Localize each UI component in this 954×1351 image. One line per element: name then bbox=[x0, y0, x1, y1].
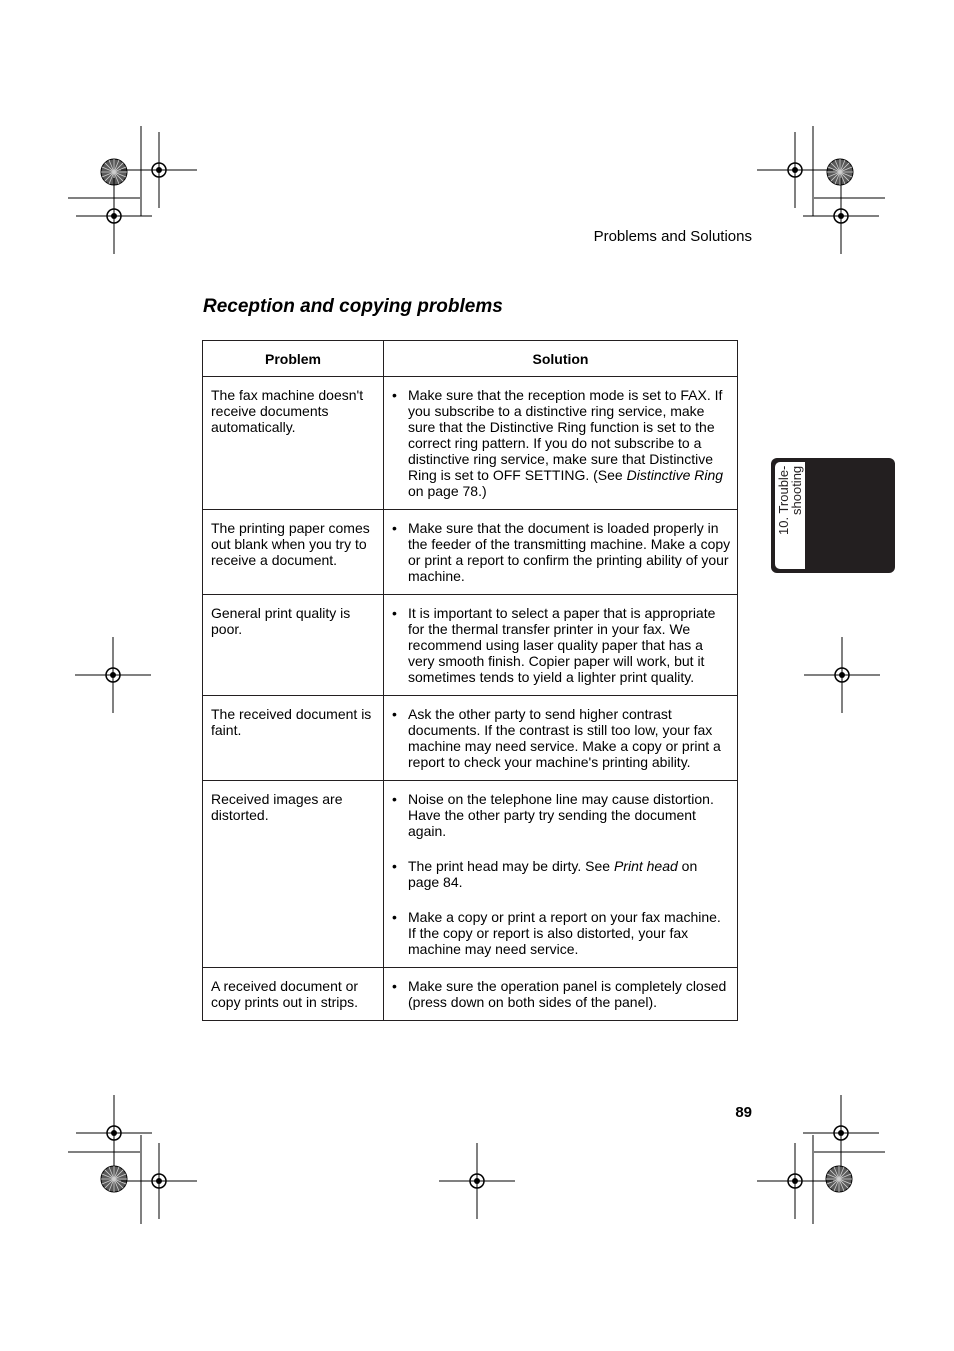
chapter-tab bbox=[771, 458, 895, 573]
problems-solutions-table bbox=[202, 340, 738, 1021]
solution-text: Make sure the operation panel is completely closed (press down on both sides of the panel). bbox=[408, 978, 727, 1010]
column-header-problem: Problem bbox=[203, 341, 384, 377]
page-number: 89 bbox=[735, 1104, 752, 1121]
table-row bbox=[203, 968, 738, 1021]
solution-cell bbox=[384, 696, 738, 781]
solution-item bbox=[390, 791, 731, 839]
solution-item bbox=[390, 387, 731, 499]
problem-cell: A received document or copy prints out in strips. bbox=[203, 968, 384, 1021]
solution-item bbox=[390, 520, 731, 584]
bullet-icon: • bbox=[392, 387, 397, 403]
chapter-tab-label-line: 10. Trouble- bbox=[776, 466, 791, 536]
table-row bbox=[203, 781, 738, 968]
bullet-icon: • bbox=[392, 605, 397, 621]
chapter-tab-label-area bbox=[775, 462, 805, 569]
bullet-icon: • bbox=[392, 520, 397, 536]
solution-cell bbox=[384, 595, 738, 696]
cross-reference: Distinctive Ring bbox=[626, 467, 724, 483]
solution-item bbox=[390, 605, 731, 685]
bullet-icon: • bbox=[392, 791, 397, 807]
chapter-tab-label bbox=[777, 466, 805, 566]
solution-text: Make a copy or print a report on your fax machine. If the copy or report is also distorted, your fax machine may need service. bbox=[408, 909, 721, 957]
problem-cell: General print quality is poor. bbox=[203, 595, 384, 696]
problem-cell: The fax machine doesn't receive documents automatically. bbox=[203, 377, 384, 510]
solution-cell bbox=[384, 510, 738, 595]
solution-item bbox=[390, 858, 731, 890]
problem-cell: The printing paper comes out blank when you try to receive a document. bbox=[203, 510, 384, 595]
problem-cell: Received images are distorted. bbox=[203, 781, 384, 968]
bullet-icon: • bbox=[392, 978, 397, 994]
bullet-icon: • bbox=[392, 706, 397, 722]
table-row bbox=[203, 595, 738, 696]
table-header-row bbox=[203, 341, 738, 377]
solution-item bbox=[390, 706, 731, 770]
cross-reference: Print head bbox=[613, 858, 678, 874]
section-title: Reception and copying problems bbox=[203, 296, 503, 317]
problem-cell: The received document is faint. bbox=[203, 696, 384, 781]
solution-item bbox=[390, 978, 731, 1010]
solution-cell bbox=[384, 377, 738, 510]
table-row bbox=[203, 696, 738, 781]
solution-cell bbox=[384, 781, 738, 968]
solution-cell bbox=[384, 968, 738, 1021]
solution-text: Ask the other party to send higher contrast documents. If the contrast is still too low, your fax machine may need service. Make a copy or print a report to check your machine's printing ability. bbox=[408, 706, 721, 770]
solution-text: The print head may be dirty. See Print head on page 84. bbox=[408, 858, 698, 890]
bullet-icon: • bbox=[392, 858, 397, 874]
table-row bbox=[203, 510, 738, 595]
bullet-icon: • bbox=[392, 909, 397, 925]
solution-text: Make sure that the document is loaded properly in the feeder of the transmitting machine. Make a copy or print a report to confirm the printing ability of your machine. bbox=[408, 520, 731, 584]
solution-item bbox=[390, 909, 731, 957]
solution-text: Make sure that the reception mode is set to FAX. If you subscribe to a distinctive ring service, make sure that the Distinctive Ring function is set to the correct ring pattern. If you do not subscribe to a distinctive ring service, make sure that Distinctive Ring is set to OFF SETTING. (See Distinctive Ring on page 78.) bbox=[408, 387, 724, 499]
solution-text: It is important to select a paper that is appropriate for the thermal transfer printer in your fax. We recommend using laser quality paper that has a very smooth finish. Copier paper will work, but it sometimes tends to yield a lighter print quality. bbox=[408, 605, 716, 685]
table-row bbox=[203, 377, 738, 510]
running-head: Problems and Solutions bbox=[593, 228, 752, 245]
chapter-tab-label-line: shooting bbox=[789, 466, 804, 516]
solution-text: Noise on the telephone line may cause distortion. Have the other party try sending the document again. bbox=[408, 791, 714, 839]
column-header-solution: Solution bbox=[384, 341, 738, 377]
